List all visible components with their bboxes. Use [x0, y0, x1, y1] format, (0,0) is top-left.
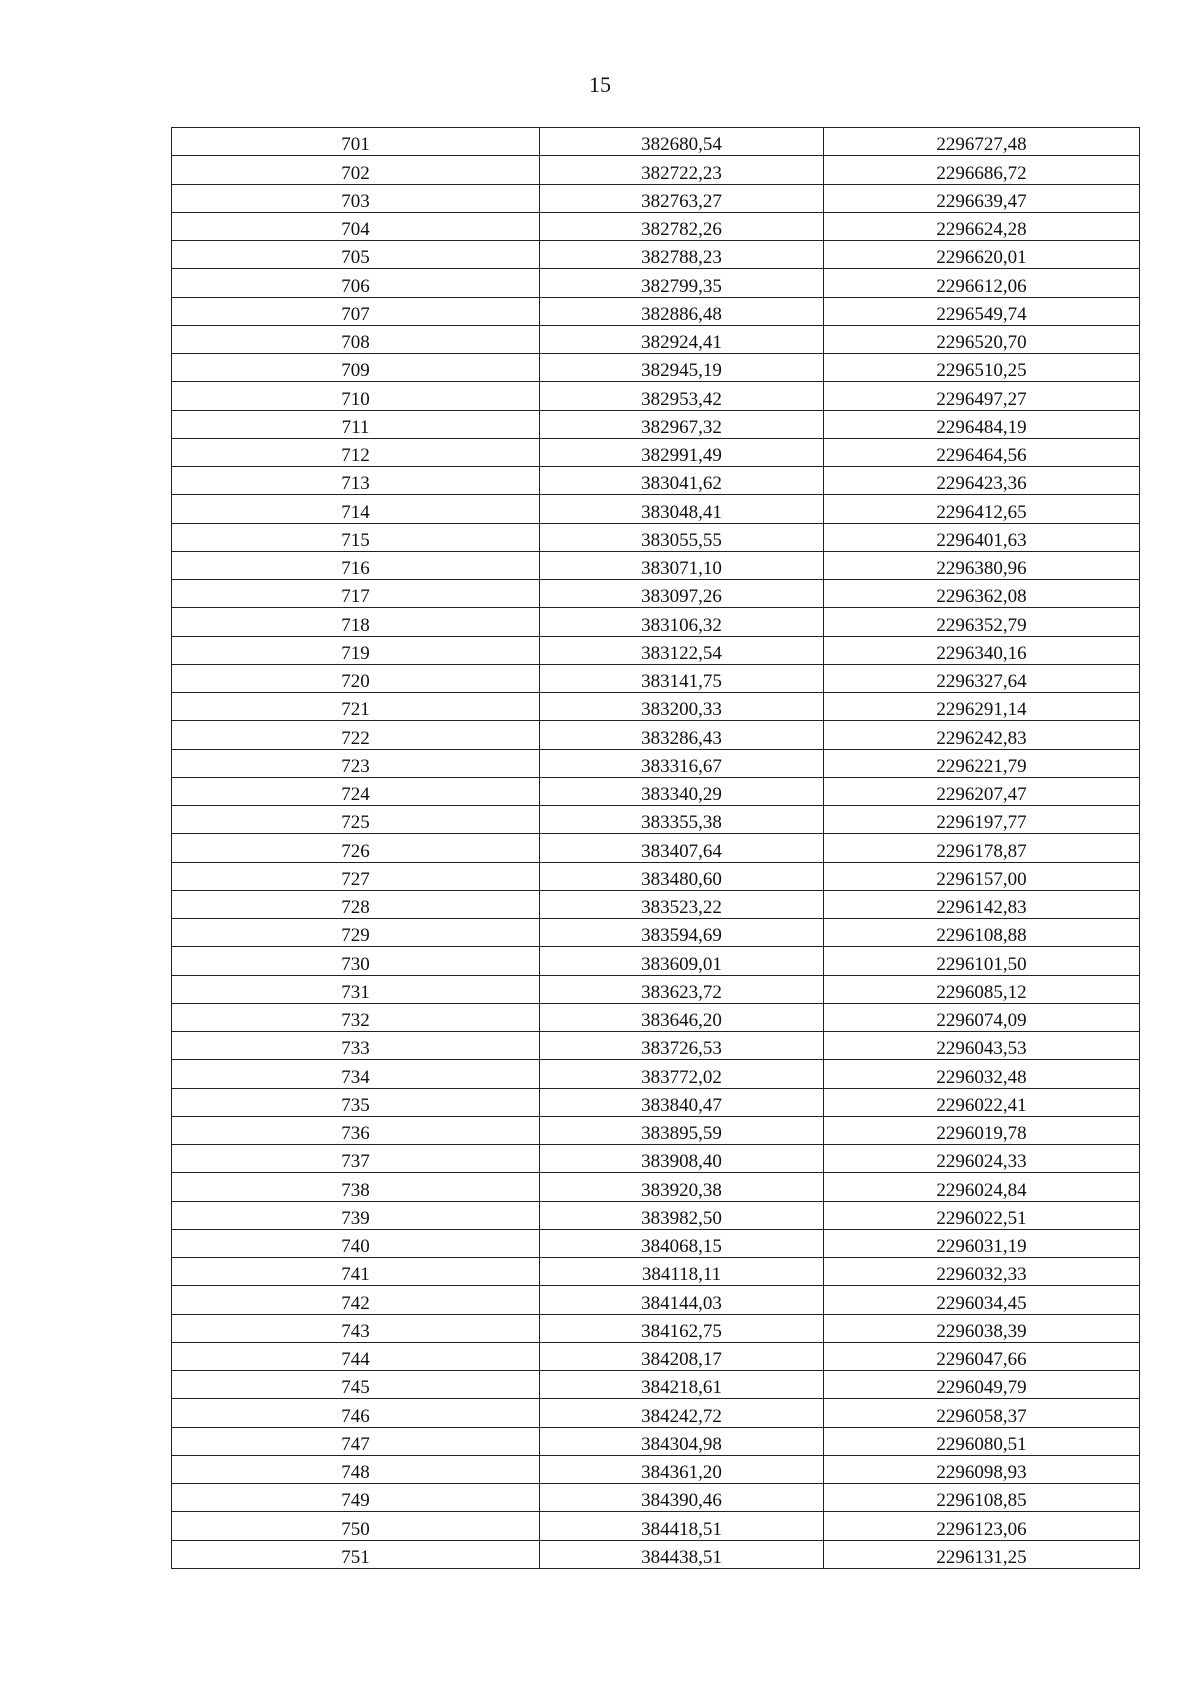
point-number-cell: 739	[172, 1201, 540, 1229]
point-number-cell: 744	[172, 1342, 540, 1370]
y-coordinate-cell: 2296098,93	[824, 1455, 1140, 1483]
y-coordinate-cell: 2296327,64	[824, 664, 1140, 692]
table-row	[172, 975, 1140, 1003]
point-number-cell: 751	[172, 1540, 540, 1568]
point-number-cell: 730	[172, 947, 540, 975]
y-coordinate-cell: 2296031,19	[824, 1229, 1140, 1257]
x-coordinate-cell: 383623,72	[540, 975, 824, 1003]
x-coordinate-cell: 383480,60	[540, 862, 824, 890]
x-coordinate-cell: 383407,64	[540, 834, 824, 862]
table-row	[172, 297, 1140, 325]
x-coordinate-cell: 383141,75	[540, 664, 824, 692]
point-number-cell: 743	[172, 1314, 540, 1342]
x-coordinate-cell: 383340,29	[540, 777, 824, 805]
x-coordinate-cell: 383609,01	[540, 947, 824, 975]
y-coordinate-cell: 2296022,51	[824, 1201, 1140, 1229]
point-number-cell: 733	[172, 1032, 540, 1060]
table-row	[172, 1088, 1140, 1116]
point-number-cell: 747	[172, 1427, 540, 1455]
x-coordinate-cell: 382924,41	[540, 325, 824, 353]
point-number-cell: 728	[172, 890, 540, 918]
y-coordinate-cell: 2296291,14	[824, 693, 1140, 721]
y-coordinate-cell: 2296085,12	[824, 975, 1140, 1003]
point-number-cell: 726	[172, 834, 540, 862]
point-number-cell: 745	[172, 1371, 540, 1399]
x-coordinate-cell: 382799,35	[540, 269, 824, 297]
table-row	[172, 1484, 1140, 1512]
y-coordinate-cell: 2296131,25	[824, 1540, 1140, 1568]
table-row	[172, 551, 1140, 579]
point-number-cell: 738	[172, 1173, 540, 1201]
point-number-cell: 731	[172, 975, 540, 1003]
table-row	[172, 1032, 1140, 1060]
point-number-cell: 704	[172, 212, 540, 240]
table-row	[172, 523, 1140, 551]
y-coordinate-cell: 2296624,28	[824, 212, 1140, 240]
x-coordinate-cell: 383726,53	[540, 1032, 824, 1060]
point-number-cell: 735	[172, 1088, 540, 1116]
y-coordinate-cell: 2296242,83	[824, 721, 1140, 749]
table-row	[172, 1314, 1140, 1342]
x-coordinate-cell: 383106,32	[540, 608, 824, 636]
x-coordinate-cell: 383355,38	[540, 806, 824, 834]
y-coordinate-cell: 2296352,79	[824, 608, 1140, 636]
point-number-cell: 746	[172, 1399, 540, 1427]
table-row	[172, 693, 1140, 721]
point-number-cell: 732	[172, 1003, 540, 1031]
table-row	[172, 1286, 1140, 1314]
point-number-cell: 729	[172, 919, 540, 947]
x-coordinate-cell: 383523,22	[540, 890, 824, 918]
point-number-cell: 708	[172, 325, 540, 353]
x-coordinate-cell: 383097,26	[540, 580, 824, 608]
y-coordinate-cell: 2296101,50	[824, 947, 1140, 975]
point-number-cell: 709	[172, 354, 540, 382]
point-number-cell: 741	[172, 1258, 540, 1286]
y-coordinate-cell: 2296047,66	[824, 1342, 1140, 1370]
x-coordinate-cell: 384361,20	[540, 1455, 824, 1483]
coordinates-table-body	[172, 128, 1140, 1569]
x-coordinate-cell: 382953,42	[540, 382, 824, 410]
y-coordinate-cell: 2296412,65	[824, 495, 1140, 523]
x-coordinate-cell: 384218,61	[540, 1371, 824, 1399]
table-row	[172, 269, 1140, 297]
point-number-cell: 717	[172, 580, 540, 608]
x-coordinate-cell: 383908,40	[540, 1145, 824, 1173]
y-coordinate-cell: 2296080,51	[824, 1427, 1140, 1455]
y-coordinate-cell: 2296549,74	[824, 297, 1140, 325]
y-coordinate-cell: 2296032,48	[824, 1060, 1140, 1088]
point-number-cell: 702	[172, 156, 540, 184]
table-row	[172, 1003, 1140, 1031]
y-coordinate-cell: 2296423,36	[824, 467, 1140, 495]
point-number-cell: 719	[172, 636, 540, 664]
point-number-cell: 701	[172, 128, 540, 156]
x-coordinate-cell: 383646,20	[540, 1003, 824, 1031]
y-coordinate-cell: 2296038,39	[824, 1314, 1140, 1342]
x-coordinate-cell: 384390,46	[540, 1484, 824, 1512]
point-number-cell: 721	[172, 693, 540, 721]
x-coordinate-cell: 383200,33	[540, 693, 824, 721]
table-row	[172, 890, 1140, 918]
table-row	[172, 919, 1140, 947]
point-number-cell: 727	[172, 862, 540, 890]
y-coordinate-cell: 2296380,96	[824, 551, 1140, 579]
table-row	[172, 156, 1140, 184]
table-row	[172, 1145, 1140, 1173]
y-coordinate-cell: 2296340,16	[824, 636, 1140, 664]
x-coordinate-cell: 383594,69	[540, 919, 824, 947]
point-number-cell: 750	[172, 1512, 540, 1540]
y-coordinate-cell: 2296612,06	[824, 269, 1140, 297]
x-coordinate-cell: 382680,54	[540, 128, 824, 156]
x-coordinate-cell: 382945,19	[540, 354, 824, 382]
x-coordinate-cell: 383772,02	[540, 1060, 824, 1088]
point-number-cell: 712	[172, 438, 540, 466]
table-row	[172, 777, 1140, 805]
table-row	[172, 1540, 1140, 1568]
table-row	[172, 580, 1140, 608]
y-coordinate-cell: 2296639,47	[824, 184, 1140, 212]
table-row	[172, 1116, 1140, 1144]
point-number-cell: 703	[172, 184, 540, 212]
x-coordinate-cell: 383316,67	[540, 749, 824, 777]
point-number-cell: 718	[172, 608, 540, 636]
table-row	[172, 184, 1140, 212]
table-row	[172, 438, 1140, 466]
y-coordinate-cell: 2296123,06	[824, 1512, 1140, 1540]
point-number-cell: 742	[172, 1286, 540, 1314]
point-number-cell: 734	[172, 1060, 540, 1088]
table-row	[172, 382, 1140, 410]
y-coordinate-cell: 2296058,37	[824, 1399, 1140, 1427]
point-number-cell: 749	[172, 1484, 540, 1512]
table-row	[172, 241, 1140, 269]
table-row	[172, 354, 1140, 382]
x-coordinate-cell: 383048,41	[540, 495, 824, 523]
point-number-cell: 720	[172, 664, 540, 692]
x-coordinate-cell: 383895,59	[540, 1116, 824, 1144]
table-row	[172, 212, 1140, 240]
y-coordinate-cell: 2296043,53	[824, 1032, 1140, 1060]
x-coordinate-cell: 383920,38	[540, 1173, 824, 1201]
point-number-cell: 706	[172, 269, 540, 297]
x-coordinate-cell: 382763,27	[540, 184, 824, 212]
x-coordinate-cell: 384162,75	[540, 1314, 824, 1342]
table-row	[172, 1371, 1140, 1399]
y-coordinate-cell: 2296074,09	[824, 1003, 1140, 1031]
page-number: 15	[589, 72, 611, 97]
y-coordinate-cell: 2296727,48	[824, 128, 1140, 156]
y-coordinate-cell: 2296032,33	[824, 1258, 1140, 1286]
point-number-cell: 724	[172, 777, 540, 805]
table-row	[172, 749, 1140, 777]
point-number-cell: 736	[172, 1116, 540, 1144]
point-number-cell: 715	[172, 523, 540, 551]
x-coordinate-cell: 382991,49	[540, 438, 824, 466]
y-coordinate-cell: 2296024,84	[824, 1173, 1140, 1201]
table-row	[172, 608, 1140, 636]
table-row	[172, 1455, 1140, 1483]
point-number-cell: 710	[172, 382, 540, 410]
table-row	[172, 862, 1140, 890]
y-coordinate-cell: 2296034,45	[824, 1286, 1140, 1314]
y-coordinate-cell: 2296401,63	[824, 523, 1140, 551]
y-coordinate-cell: 2296510,25	[824, 354, 1140, 382]
x-coordinate-cell: 382788,23	[540, 241, 824, 269]
table-row	[172, 1229, 1140, 1257]
x-coordinate-cell: 382782,26	[540, 212, 824, 240]
y-coordinate-cell: 2296024,33	[824, 1145, 1140, 1173]
table-row	[172, 834, 1140, 862]
point-number-cell: 713	[172, 467, 540, 495]
table-row	[172, 128, 1140, 156]
x-coordinate-cell: 383286,43	[540, 721, 824, 749]
x-coordinate-cell: 383041,62	[540, 467, 824, 495]
table-row	[172, 1201, 1140, 1229]
table-row	[172, 1342, 1140, 1370]
y-coordinate-cell: 2296197,77	[824, 806, 1140, 834]
y-coordinate-cell: 2296108,85	[824, 1484, 1140, 1512]
x-coordinate-cell: 383840,47	[540, 1088, 824, 1116]
y-coordinate-cell: 2296049,79	[824, 1371, 1140, 1399]
coordinates-table	[171, 127, 1140, 1569]
point-number-cell: 723	[172, 749, 540, 777]
x-coordinate-cell: 383122,54	[540, 636, 824, 664]
table-row	[172, 1258, 1140, 1286]
table-row	[172, 495, 1140, 523]
y-coordinate-cell: 2296221,79	[824, 749, 1140, 777]
table-row	[172, 721, 1140, 749]
point-number-cell: 722	[172, 721, 540, 749]
y-coordinate-cell: 2296157,00	[824, 862, 1140, 890]
y-coordinate-cell: 2296686,72	[824, 156, 1140, 184]
x-coordinate-cell: 384242,72	[540, 1399, 824, 1427]
point-number-cell: 705	[172, 241, 540, 269]
table-row	[172, 1060, 1140, 1088]
point-number-cell: 707	[172, 297, 540, 325]
x-coordinate-cell: 382886,48	[540, 297, 824, 325]
table-row	[172, 664, 1140, 692]
point-number-cell: 740	[172, 1229, 540, 1257]
y-coordinate-cell: 2296520,70	[824, 325, 1140, 353]
y-coordinate-cell: 2296620,01	[824, 241, 1140, 269]
x-coordinate-cell: 382967,32	[540, 410, 824, 438]
table-row	[172, 1427, 1140, 1455]
x-coordinate-cell: 382722,23	[540, 156, 824, 184]
point-number-cell: 748	[172, 1455, 540, 1483]
x-coordinate-cell: 384208,17	[540, 1342, 824, 1370]
y-coordinate-cell: 2296207,47	[824, 777, 1140, 805]
x-coordinate-cell: 384304,98	[540, 1427, 824, 1455]
y-coordinate-cell: 2296464,56	[824, 438, 1140, 466]
y-coordinate-cell: 2296022,41	[824, 1088, 1140, 1116]
table-row	[172, 467, 1140, 495]
x-coordinate-cell: 383071,10	[540, 551, 824, 579]
table-row	[172, 1173, 1140, 1201]
x-coordinate-cell: 384068,15	[540, 1229, 824, 1257]
y-coordinate-cell: 2296362,08	[824, 580, 1140, 608]
table-row	[172, 947, 1140, 975]
y-coordinate-cell: 2296108,88	[824, 919, 1140, 947]
y-coordinate-cell: 2296484,19	[824, 410, 1140, 438]
x-coordinate-cell: 384118,11	[540, 1258, 824, 1286]
y-coordinate-cell: 2296497,27	[824, 382, 1140, 410]
point-number-cell: 725	[172, 806, 540, 834]
table-row	[172, 1399, 1140, 1427]
point-number-cell: 737	[172, 1145, 540, 1173]
x-coordinate-cell: 384438,51	[540, 1540, 824, 1568]
x-coordinate-cell: 384144,03	[540, 1286, 824, 1314]
x-coordinate-cell: 384418,51	[540, 1512, 824, 1540]
table-row	[172, 410, 1140, 438]
y-coordinate-cell: 2296019,78	[824, 1116, 1140, 1144]
y-coordinate-cell: 2296142,83	[824, 890, 1140, 918]
y-coordinate-cell: 2296178,87	[824, 834, 1140, 862]
table-row	[172, 806, 1140, 834]
point-number-cell: 711	[172, 410, 540, 438]
point-number-cell: 714	[172, 495, 540, 523]
table-row	[172, 636, 1140, 664]
table-row	[172, 325, 1140, 353]
table-row	[172, 1512, 1140, 1540]
x-coordinate-cell: 383055,55	[540, 523, 824, 551]
point-number-cell: 716	[172, 551, 540, 579]
x-coordinate-cell: 383982,50	[540, 1201, 824, 1229]
